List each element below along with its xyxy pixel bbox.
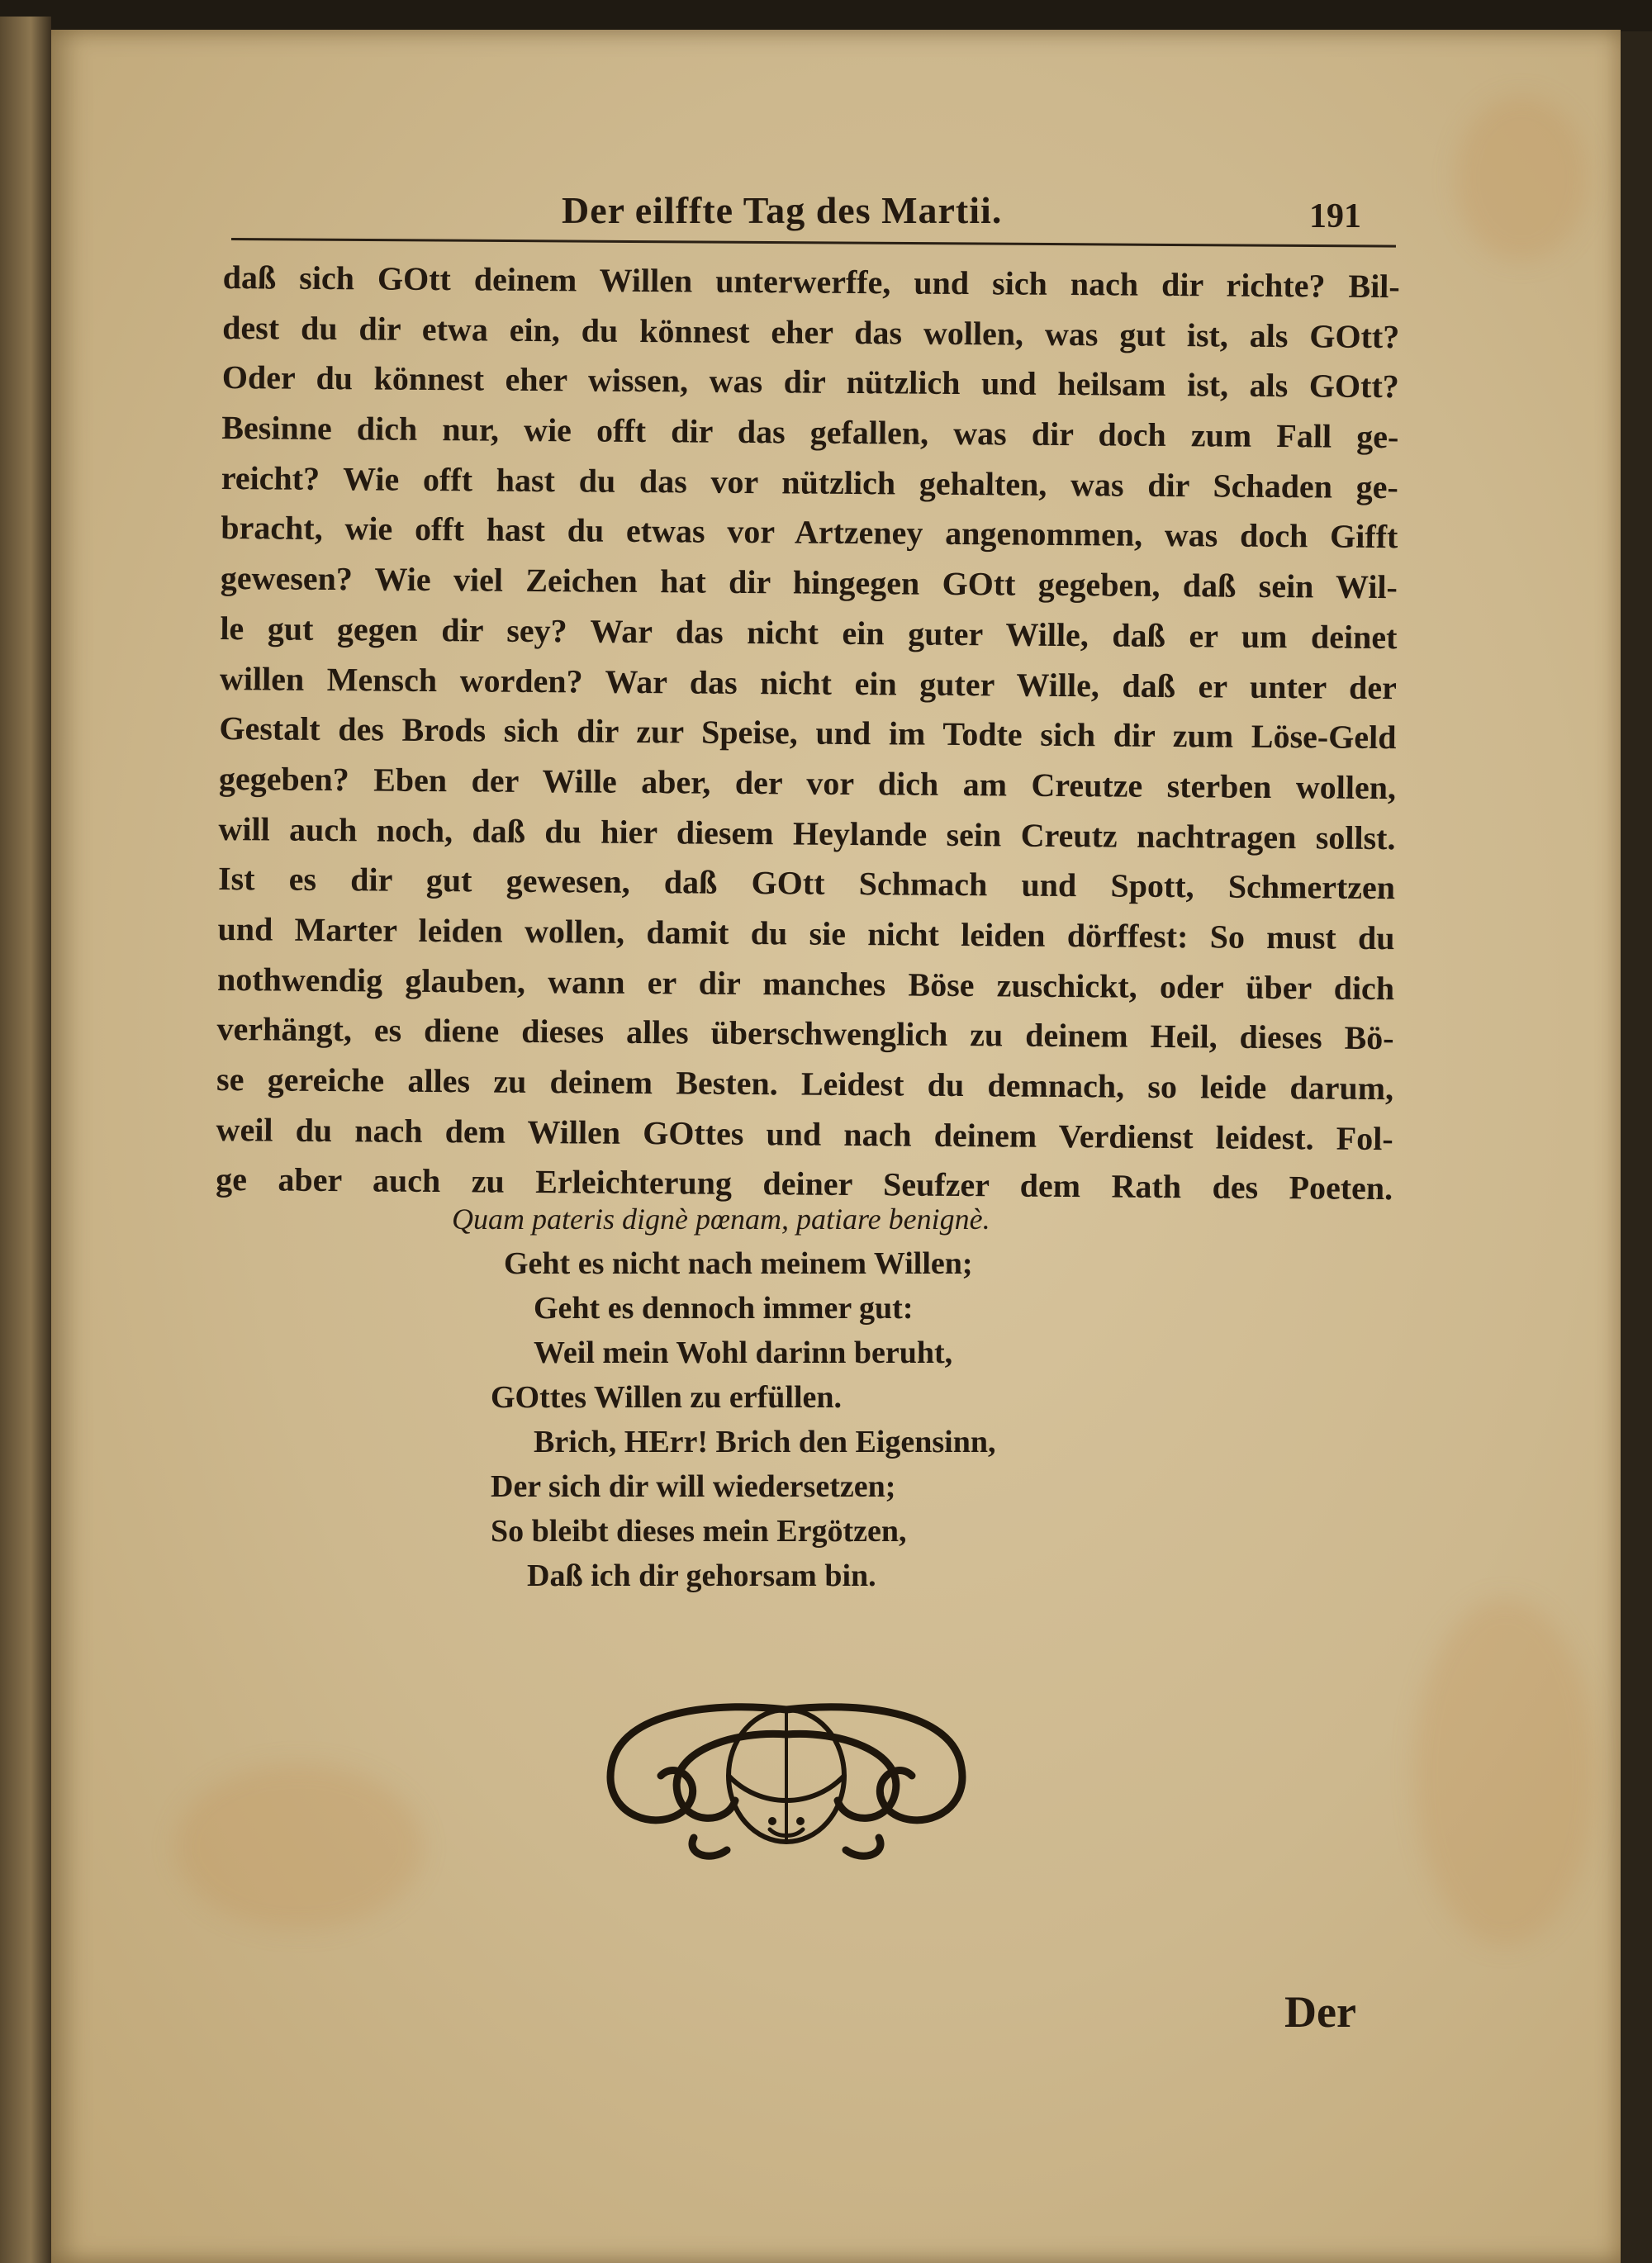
poem-line: Daß ich dir gehorsam bin. bbox=[527, 1558, 876, 1593]
poem-line: Der sich dir will wiedersetzen; bbox=[491, 1469, 896, 1504]
text-line: gegeben? Eben der Wille aber, der vor dich am Creutze sterben wollen, bbox=[218, 759, 1397, 807]
text-line: verhängt, es diene dieses alles überschwenglich zu deinem Heil, dieses Bö- bbox=[216, 1010, 1394, 1057]
text-line: daß sich GOtt deinem Willen unterwerffe, und sich nach dir richte? Bil- bbox=[222, 258, 1400, 306]
poem-line: Geht es dennoch immer gut: bbox=[534, 1291, 914, 1326]
text-line: weil du nach dem Willen GOttes und nach deinem Verdienst leidest. Fol- bbox=[216, 1110, 1393, 1157]
text-line: willen Mensch worden? War das nicht ein guter Wille, daß er unter der bbox=[219, 659, 1398, 706]
text-line: Oder du könnest eher wissen, was dir nützlich und heilsam ist, als GOtt? bbox=[221, 358, 1399, 406]
page-number: 191 bbox=[1309, 197, 1361, 235]
stain bbox=[1455, 96, 1588, 261]
poem-line: Weil mein Wohl darinn beruht, bbox=[534, 1336, 953, 1370]
latin-verse: Quam pateris dignè pœnam, patiare benignè. bbox=[452, 1203, 990, 1236]
text-line: Ist es dir gut gewesen, daß GOtt Schmach und Spott, Schmertzen bbox=[217, 860, 1396, 907]
body-text bbox=[216, 253, 1400, 1214]
running-head: Der eilffte Tag des Martii. bbox=[562, 189, 1003, 231]
poem-line: Brich, HErr! Brich den Eigensinn, bbox=[534, 1425, 996, 1459]
text-line: dest du dir etwa ein, du könnest eher das wollen, was gut ist, als GOtt? bbox=[222, 308, 1400, 355]
scan-top-edge bbox=[0, 0, 1652, 31]
adjacent-page-edge bbox=[0, 17, 51, 2263]
ornament-vignette bbox=[595, 1685, 978, 1867]
text-line: nothwendig glauben, wann er dir manches Böse zuschickt, oder über dich bbox=[216, 960, 1395, 1007]
text-line: se gereiche alles zu deinem Besten. Leidest du demnach, so leide darum, bbox=[216, 1060, 1394, 1108]
text-line: ge aber auch zu Erleichterung deiner Seufzer dem Rath des Poeten. bbox=[216, 1160, 1393, 1207]
poem-line: So bleibt dieses mein Ergötzen, bbox=[491, 1514, 907, 1549]
catchword: Der bbox=[1284, 1987, 1356, 2037]
poem-line: GOttes Willen zu erfüllen. bbox=[491, 1380, 843, 1415]
text-line: Gestalt des Brods sich dir zur Speise, und im Todte sich dir zum Löse-Geld bbox=[219, 709, 1397, 757]
text-line: bracht, wie offt hast du etwas vor Artzeney angenommen, was doch Gifft bbox=[221, 509, 1398, 556]
poem-line: Geht es nicht nach meinem Willen; bbox=[504, 1246, 973, 1281]
text-line: und Marter leiden wollen, damit du sie nicht leiden dörffest: So must du bbox=[217, 909, 1395, 957]
text-line: le gut gegen dir sey? War das nicht ein guter Wille, daß er um deinet bbox=[220, 609, 1398, 656]
text-line: gewesen? Wie viel Zeichen hat dir hingegen GOtt gegeben, daß sein Wil- bbox=[220, 559, 1398, 606]
text-line: reicht? Wie offt hast du das vor nützlich gehalten, was dir Schaden ge- bbox=[221, 458, 1398, 505]
stain bbox=[1414, 1599, 1596, 1946]
stain bbox=[175, 1764, 423, 1929]
text-line: will auch noch, daß du hier diesem Heylande sein Creutz nachtragen sollst. bbox=[218, 809, 1396, 856]
text-line: Besinne dich nur, wie offt dir das gefallen, was dir doch zum Fall ge- bbox=[221, 409, 1399, 456]
